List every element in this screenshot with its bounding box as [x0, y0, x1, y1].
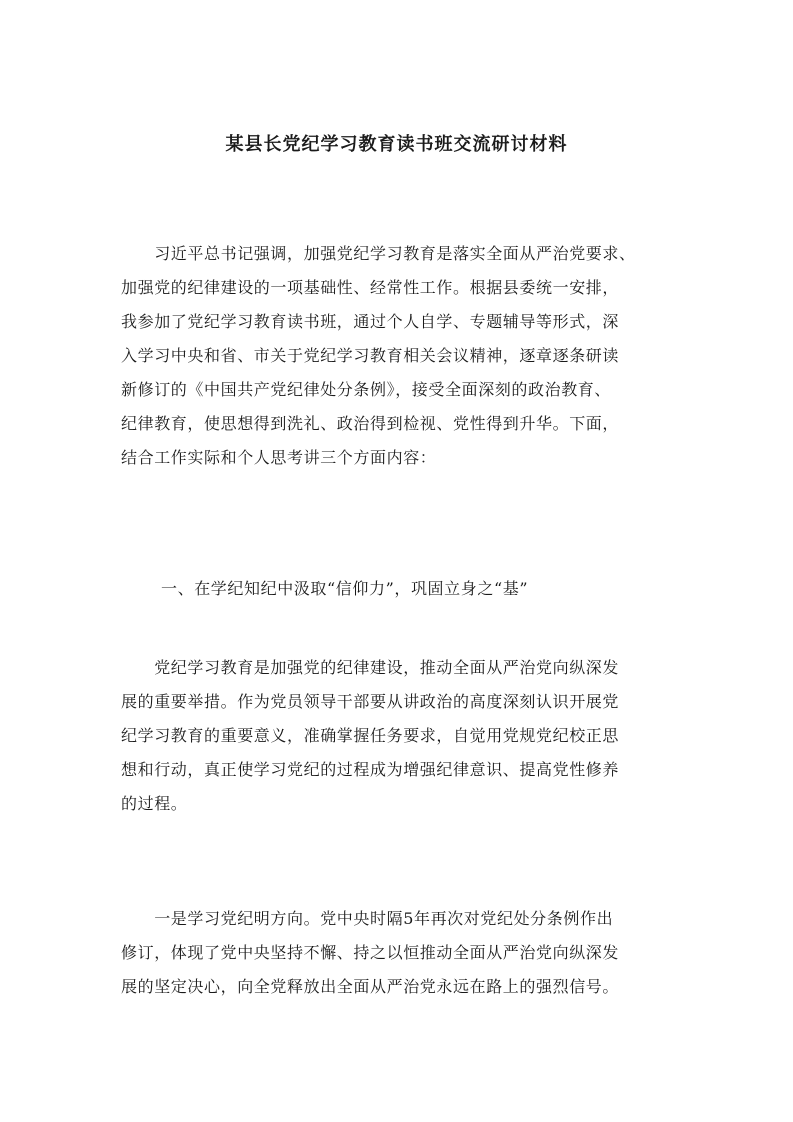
paragraph-line: 展的重要举措。作为党员领导干部要从讲政治的高度深刻认识开展党 — [121, 692, 620, 711]
paragraph-line: 结合工作实际和个人思考讲三个方面内容： — [121, 448, 437, 467]
paragraph-line: 入学习中央和省、市关于党纪学习教育相关会议精神，逐章逐条研读 — [121, 346, 620, 365]
document-title: 某县长党纪学习教育读书班交流研讨材料 — [225, 134, 568, 155]
paragraph-line: 的过程。 — [121, 794, 188, 813]
paragraph-line: 修订，体现了党中央坚持不懈、持之以恒推动全面从严治党向纵深发 — [121, 943, 620, 962]
paragraph-line: 习近平总书记强调，加强党纪学习教育是落实全面从严治党要求、 — [121, 244, 636, 263]
paragraph-section-one — [121, 651, 681, 821]
paragraph-line: 纪学习教育的重要意义，准确掌握任务要求，自觉用党规党纪校正思 — [121, 726, 620, 745]
paragraph-line: 党纪学习教育是加强党的纪律建设，推动全面从严治党向纵深发 — [121, 658, 620, 677]
section-heading: 一、在学纪知纪中汲取“信仰力”，巩固立身之“基” — [161, 579, 529, 598]
paragraph-point-one — [121, 902, 681, 1004]
paragraph-line: 新修订的《中国共产党纪律处分条例》，接受全面深刻的政治教育、 — [121, 380, 612, 399]
paragraph-intro — [121, 237, 681, 475]
paragraph-line: 展的坚定决心，向全党释放出全面从严治党永远在路上的强烈信号。 — [121, 977, 620, 996]
paragraph-line: 加强党的纪律建设的一项基础性、经常性工作。根据县委统一安排， — [121, 278, 620, 297]
paragraph-line: 想和行动，真正使学习党纪的过程成为增强纪律意识、提高党性修养 — [121, 760, 620, 779]
paragraph-line: 我参加了党纪学习教育读书班，通过个人自学、专题辅导等形式，深 — [121, 312, 620, 331]
paragraph-line: 纪律教育，使思想得到洗礼、政治得到检视、党性得到升华。下面， — [121, 414, 620, 433]
paragraph-line: 一是学习党纪明方向。党中央时隔5年再次对党纪处分条例作出 — [121, 909, 614, 928]
